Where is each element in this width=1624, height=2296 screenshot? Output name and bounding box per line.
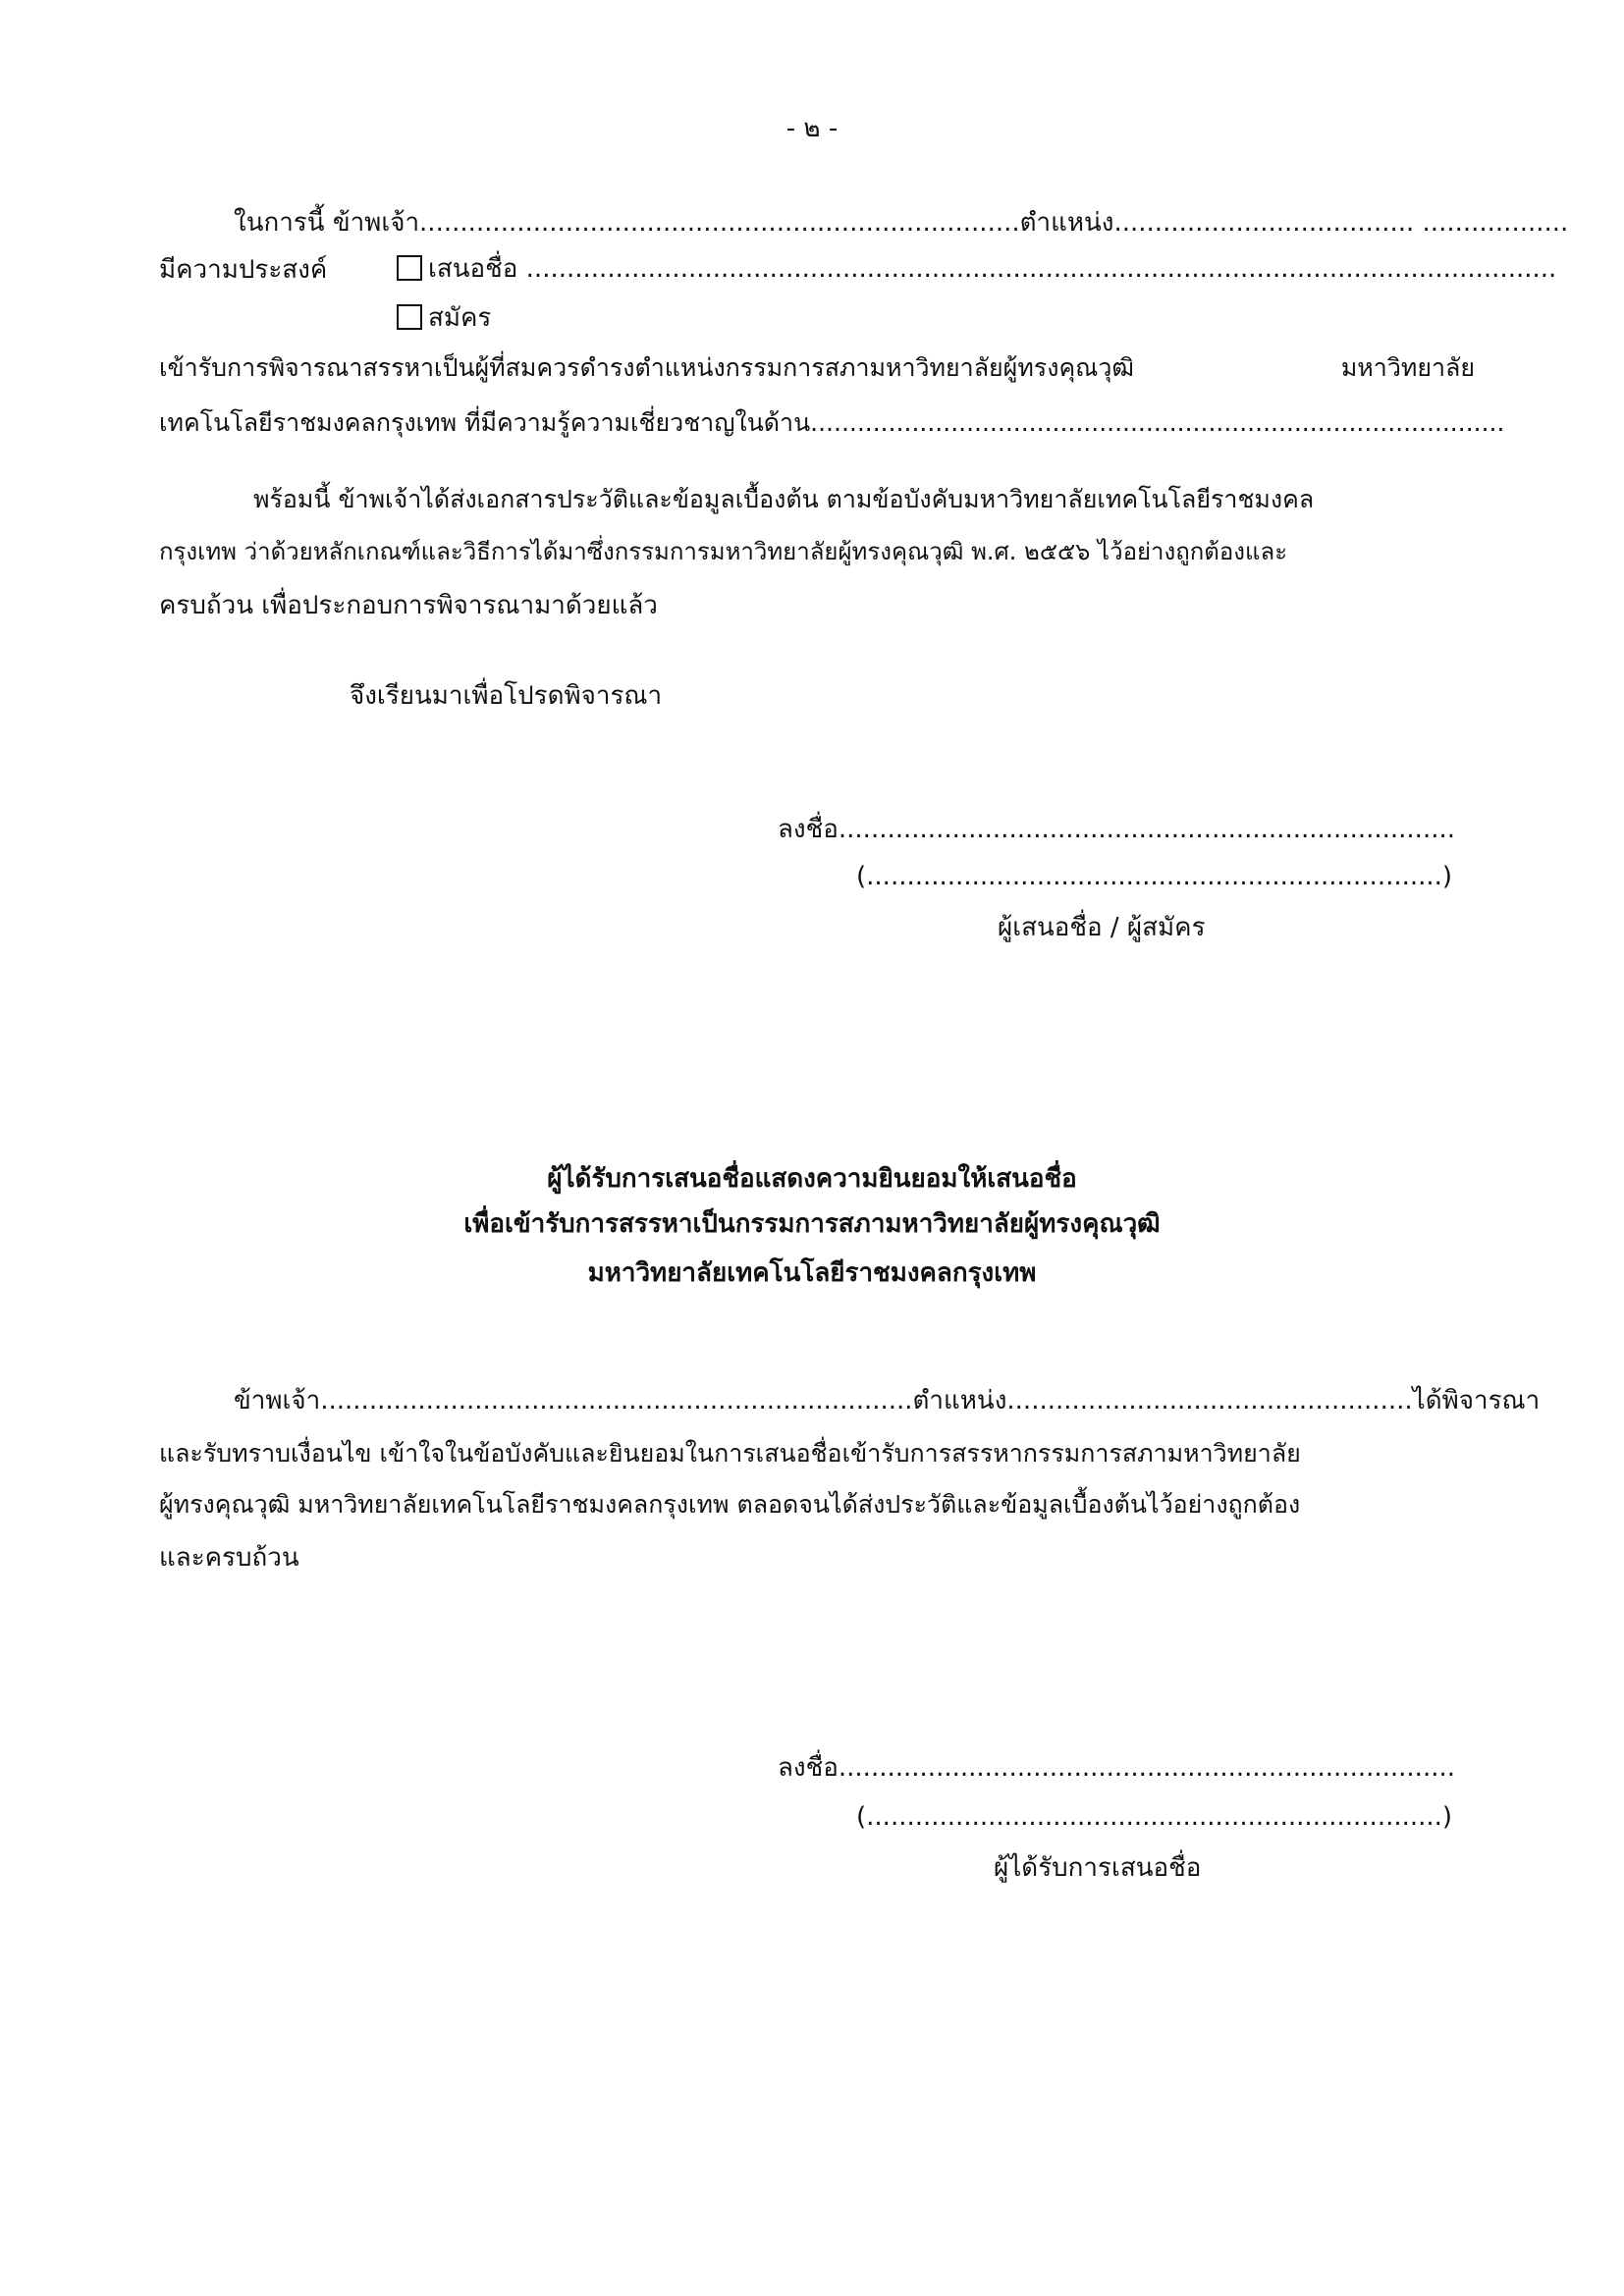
option-nominate-label: เสนอชื่อ	[428, 254, 518, 284]
consent-line1: ข้าพเจ้า.........................................................................ตำแหน่ง..................................................ได้พิจารณา	[234, 1386, 1541, 1415]
option-apply-row	[397, 304, 491, 331]
section2-line2: กรุงเทพ ว่าด้วยหลักเกณฑ์และวิธีการได้มาซึ่งกรรมการมหาวิทยาลัยผู้ทรงคุณวุฒิ พ.ศ. ๒๕๕๖ ไว้อย่างถูกต้องและ	[159, 538, 1288, 565]
signature1-name-line: (.......................................................................)	[856, 862, 1453, 891]
consent-title-line3: มหาวิทยาลัยเทคโนโลยีราชมงคลกรุงเทพ	[587, 1258, 1037, 1288]
signature1-role: ผู้เสนอชื่อ / ผู้สมัคร	[998, 913, 1206, 942]
section1-line5: เทคโนโลยีราชมงคลกรุงเทพ ที่มีความรู้ความเชี่ยวชาญในด้าน.........................................................................................	[159, 408, 1505, 437]
option-nominate-dots: ...............................................................................................................................	[525, 254, 1557, 284]
nominate-checkbox[interactable]	[397, 255, 422, 281]
apply-checkbox[interactable]	[397, 304, 422, 330]
option-nominate-row	[397, 254, 1557, 284]
closing-text: จึงเรียนมาเพื่อโปรดพิจารณา	[350, 681, 663, 711]
page-number: - ๒ -	[785, 114, 839, 143]
consent-line4: และครบถ้วน	[159, 1543, 299, 1573]
consent-title-line2: เพื่อเข้ารับการสรรหาเป็นกรรมการสภามหาวิทยาลัยผู้ทรงคุณวุฒิ	[463, 1209, 1161, 1239]
section2-line3: ครบถ้วน เพื่อประกอบการพิจารณามาด้วยแล้ว	[159, 591, 658, 620]
signature1-sign-line: ลงชื่อ............................................................................	[778, 815, 1456, 844]
consent-title-line1: ผู้ได้รับการเสนอชื่อแสดงความยินยอมให้เสนอชื่อ	[547, 1164, 1077, 1194]
option-apply-label: สมัคร	[428, 303, 492, 333]
section1-line4: เข้ารับการพิจารณาสรรหาเป็นผู้ที่สมควรดำรงตำแหน่งกรรมการสภามหาวิทยาลัยผู้ทรงคุณวุฒิ มหาวิทยาลัย	[159, 353, 1475, 382]
signature2-sign-line: ลงชื่อ............................................................................	[778, 1753, 1456, 1783]
signature2-name-line: (.......................................................................)	[856, 1802, 1453, 1832]
section2-line1: พร้อมนี้ ข้าพเจ้าได้ส่งเอกสารประวัติและข้อมูลเบื้องต้น ตามข้อบังคับมหาวิทยาลัยเทคโนโลยีราชมงคล	[253, 485, 1315, 513]
consent-line3: ผู้ทรงคุณวุฒิ มหาวิทยาลัยเทคโนโลยีราชมงคลกรุงเทพ ตลอดจนได้ส่งประวัติและข้อมูลเบื้องต้นไว้อย่างถูกต้อง	[159, 1490, 1301, 1519]
section1-line1: ในการนี้ ข้าพเจ้า..........................................................................ตำแหน่ง..................................... ..................	[234, 208, 1569, 238]
signature2-role: ผู้ได้รับการเสนอชื่อ	[994, 1853, 1202, 1883]
purpose-label: มีความประสงค์	[159, 255, 328, 285]
consent-line2: และรับทราบเงื่อนไข เข้าใจในข้อบังคับและยินยอมในการเสนอชื่อเข้ารับการสรรหากรรมการสภามหาวิทยาลัย	[159, 1439, 1301, 1468]
